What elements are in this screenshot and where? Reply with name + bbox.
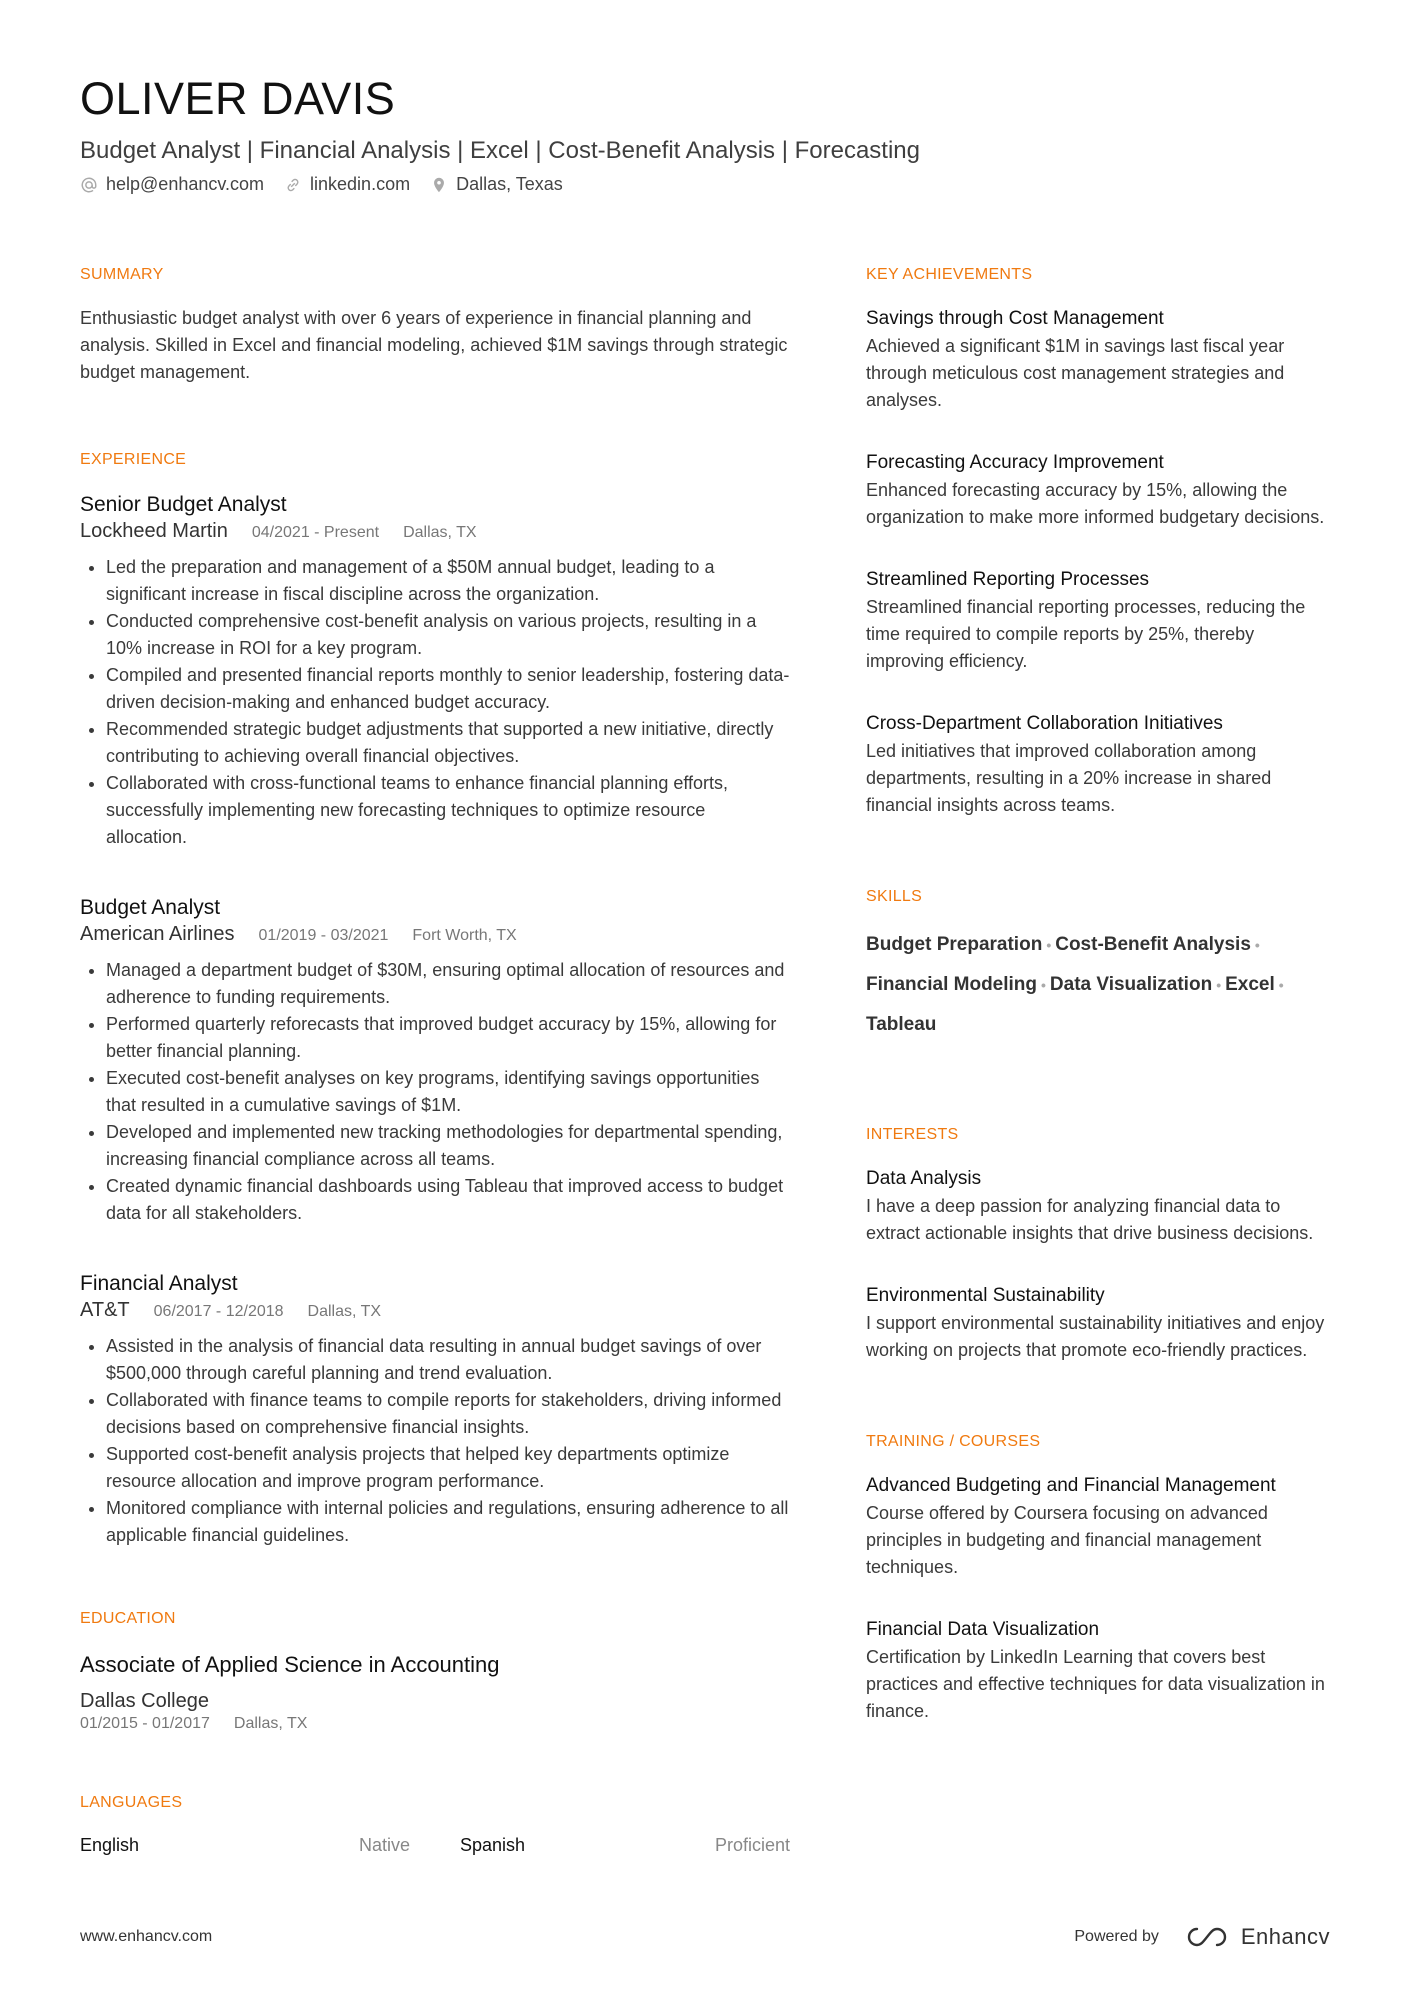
- job-location: Dallas, TX: [403, 524, 477, 541]
- candidate-name: OLIVER DAVIS: [80, 73, 396, 124]
- separator-dot: •: [1278, 977, 1284, 994]
- interest-text: I support environmental sustainability initiatives and enjoy working on projects that promote eco-friendly practices.: [866, 1313, 1325, 1361]
- skills-heading: SKILLS: [866, 888, 923, 905]
- achievement-title: Streamlined Reporting Processes: [866, 569, 1150, 590]
- training-text: Certification by LinkedIn Learning that covers best practices and effective techniques for data visualization in finance.: [866, 1647, 1325, 1722]
- job-bullet: • Managed a department budget of $30M, ensuring optimal allocation of resources and adherence to funding requirements.: [106, 957, 790, 1011]
- achievement-text: Led initiatives that improved collaboration among departments, resulting in a 20% increase in shared financial insights across teams.: [866, 741, 1272, 815]
- job-title: Senior Budget Analyst: [80, 493, 287, 516]
- interest-item: [866, 1165, 1330, 1247]
- job-company: Lockheed Martin: [80, 520, 228, 542]
- job-bullet: • Monitored compliance with internal policies and regulations, ensuring adherence to all applicable financial guidelines.: [106, 1495, 790, 1549]
- job-location: Fort Worth, TX: [412, 927, 517, 944]
- job-bullet: • Recommended strategic budget adjustments that supported a new initiative, directly contributing to achieving overall financial objectives.: [106, 716, 790, 770]
- achievements-heading: KEY ACHIEVEMENTS: [866, 266, 1033, 283]
- achievement-title: Cross-Department Collaboration Initiatives: [866, 713, 1223, 734]
- summary-text: Enthusiastic budget analyst with over 6 years of experience in financial planning and analysis. Skilled in Excel and financial modeling, achieved $1M savings through strategic budget management.: [80, 308, 788, 382]
- skills-list: [866, 925, 1330, 1045]
- right-column: [866, 265, 1330, 1725]
- location-pin-icon: [430, 176, 448, 194]
- interest-text: I have a deep passion for analyzing financial data to extract actionable insights that drive business decisions.: [866, 1196, 1314, 1244]
- job-location: Dallas, TX: [307, 1303, 382, 1320]
- training-title: Advanced Budgeting and Financial Management: [866, 1475, 1276, 1497]
- language-name: English: [80, 1835, 140, 1855]
- achievement-title: Savings through Cost Management: [866, 308, 1164, 329]
- training-title: Financial Data Visualization: [866, 1619, 1100, 1641]
- enhancv-logo-icon: [1185, 1925, 1231, 1949]
- education-dates: 01/2015 - 01/2017: [80, 1715, 210, 1732]
- job-entry: [80, 895, 790, 1227]
- job-bullet: • Supported cost-benefit analysis projects that helped key departments optimize resource allocation and improve program performance.: [106, 1441, 790, 1495]
- interests-heading: INTERESTS: [866, 1126, 959, 1144]
- training-item: [866, 1616, 1330, 1725]
- job-meta: [80, 518, 790, 546]
- job-entry: [80, 1271, 790, 1549]
- job-meta: [80, 921, 790, 949]
- achievement-text: Enhanced forecasting accuracy by 15%, allowing the organization to make more informed budgetary decisions.: [866, 480, 1325, 527]
- powered-by-label: Powered by: [1074, 1928, 1159, 1945]
- language-name: Spanish: [460, 1835, 526, 1855]
- contact-location: [430, 174, 563, 195]
- powered-by: [1074, 1924, 1330, 1950]
- education-heading: EDUCATION: [80, 1610, 176, 1627]
- link-icon: [284, 176, 302, 194]
- languages-heading: LANGUAGES: [80, 1794, 183, 1811]
- email-text: help@enhancv.com: [106, 174, 265, 194]
- job-bullet: • Executed cost-benefit analyses on key programs, identifying savings opportunities that resulted in a cumulative savings of $1M.: [106, 1065, 790, 1119]
- footer-url[interactable]: www.enhancv.com: [80, 1928, 213, 1945]
- job-bullets: [80, 1333, 790, 1549]
- training-text: Course offered by Coursera focusing on advanced principles in budgeting and financial management techniques.: [866, 1503, 1268, 1578]
- at-icon: [80, 176, 98, 194]
- job-bullet: • Developed and implemented new tracking methodologies for departmental spending, increasing financial compliance across all teams.: [106, 1119, 790, 1173]
- skill-item: Budget Preparation: [866, 934, 1043, 956]
- headline: Budget Analyst | Financial Analysis | Excel | Cost-Benefit Analysis | Forecasting: [80, 137, 920, 164]
- job-bullet: • Created dynamic financial dashboards using Tableau that improved access to budget data for all stakeholders.: [106, 1173, 790, 1227]
- separator-dot: •: [1254, 937, 1260, 953]
- page-footer: [80, 1924, 1330, 1950]
- job-bullet: • Collaborated with cross-functional teams to enhance financial planning efforts, successfully implementing new forecasting techniques to optimize resource allocation.: [106, 770, 790, 851]
- job-bullet: • Compiled and presented financial reports monthly to senior leadership, fostering data-driven decision-making and enhanced budget accuracy.: [106, 662, 790, 716]
- interest-title: Environmental Sustainability: [866, 1285, 1105, 1307]
- left-column: [80, 265, 790, 1856]
- language-item: [460, 1835, 790, 1856]
- separator-dot: •: [1046, 937, 1052, 953]
- resume-header: [80, 72, 1330, 195]
- education-school: Dallas College: [80, 1690, 209, 1712]
- training-heading: TRAINING / COURSES: [866, 1433, 1041, 1451]
- achievement-text: Achieved a significant $1M in savings last fiscal year through meticulous cost management strategies and analyses.: [866, 336, 1285, 410]
- skill-item: Excel: [1225, 974, 1275, 996]
- achievement-text: Streamlined financial reporting processes, reducing the time required to compile reports by 25%, thereby improving efficiency.: [866, 597, 1306, 671]
- job-company: AT&T: [80, 1299, 130, 1321]
- job-dates: 01/2019 - 03/2021: [258, 927, 389, 944]
- separator-dot: •: [1216, 977, 1222, 994]
- linkedin-text: linkedin.com: [310, 174, 411, 194]
- contact-email[interactable]: [80, 174, 264, 195]
- job-company: American Airlines: [80, 923, 235, 945]
- training-item: [866, 1472, 1330, 1581]
- brand-name: Enhancv: [1240, 1924, 1330, 1949]
- skill-item: Data Visualization: [1049, 974, 1213, 996]
- languages-list: [80, 1835, 790, 1856]
- job-bullet: • Performed quarterly reforecasts that improved budget accuracy by 15%, allowing for better financial planning.: [106, 1011, 790, 1065]
- location-text: Dallas, Texas: [456, 174, 563, 194]
- job-bullets: [80, 957, 790, 1227]
- skill-item: Financial Modeling: [866, 974, 1038, 996]
- job-dates: 04/2021 - Present: [251, 524, 380, 541]
- interest-item: [866, 1282, 1330, 1364]
- contact-row: [80, 174, 1330, 195]
- brand-logo[interactable]: [1185, 1924, 1330, 1950]
- job-bullets: [80, 554, 790, 851]
- job-title: Financial Analyst: [80, 1272, 238, 1295]
- achievement-item: [866, 566, 1330, 675]
- job-bullet: • Collaborated with finance teams to compile reports for stakeholders, driving informed decisions based on comprehensive financial insights.: [106, 1387, 790, 1441]
- job-meta: [80, 1297, 790, 1325]
- language-level: Proficient: [714, 1835, 790, 1855]
- education-degree: Associate of Applied Science in Accounting: [80, 1652, 500, 1677]
- achievement-item: [866, 449, 1330, 531]
- job-entry: [80, 492, 790, 851]
- education-location: Dallas, TX: [233, 1715, 308, 1732]
- achievement-item: [866, 305, 1330, 414]
- job-bullet: • Assisted in the analysis of financial data resulting in annual budget savings of over $500,000 through careful planning and trend evaluation.: [106, 1333, 790, 1387]
- contact-linkedin[interactable]: [284, 174, 410, 195]
- job-bullet: • Led the preparation and management of a $50M annual budget, leading to a significant increase in fiscal discipline across the organization.: [106, 554, 790, 608]
- language-item: [80, 1835, 410, 1856]
- skill-item: Tableau: [866, 1014, 937, 1036]
- experience-heading: EXPERIENCE: [80, 451, 187, 468]
- achievement-item: [866, 710, 1330, 819]
- education-meta: [80, 1713, 790, 1735]
- achievement-title: Forecasting Accuracy Improvement: [866, 452, 1164, 473]
- summary-heading: SUMMARY: [80, 266, 164, 283]
- skill-item: Cost-Benefit Analysis: [1055, 934, 1251, 956]
- language-level: Native: [358, 1835, 410, 1855]
- job-dates: 06/2017 - 12/2018: [153, 1303, 284, 1320]
- interest-title: Data Analysis: [866, 1168, 982, 1190]
- job-title: Budget Analyst: [80, 896, 221, 919]
- separator-dot: •: [1041, 977, 1046, 994]
- job-bullet: • Conducted comprehensive cost-benefit analysis on various projects, resulting in a 10% increase in ROI for a key program.: [106, 608, 790, 662]
